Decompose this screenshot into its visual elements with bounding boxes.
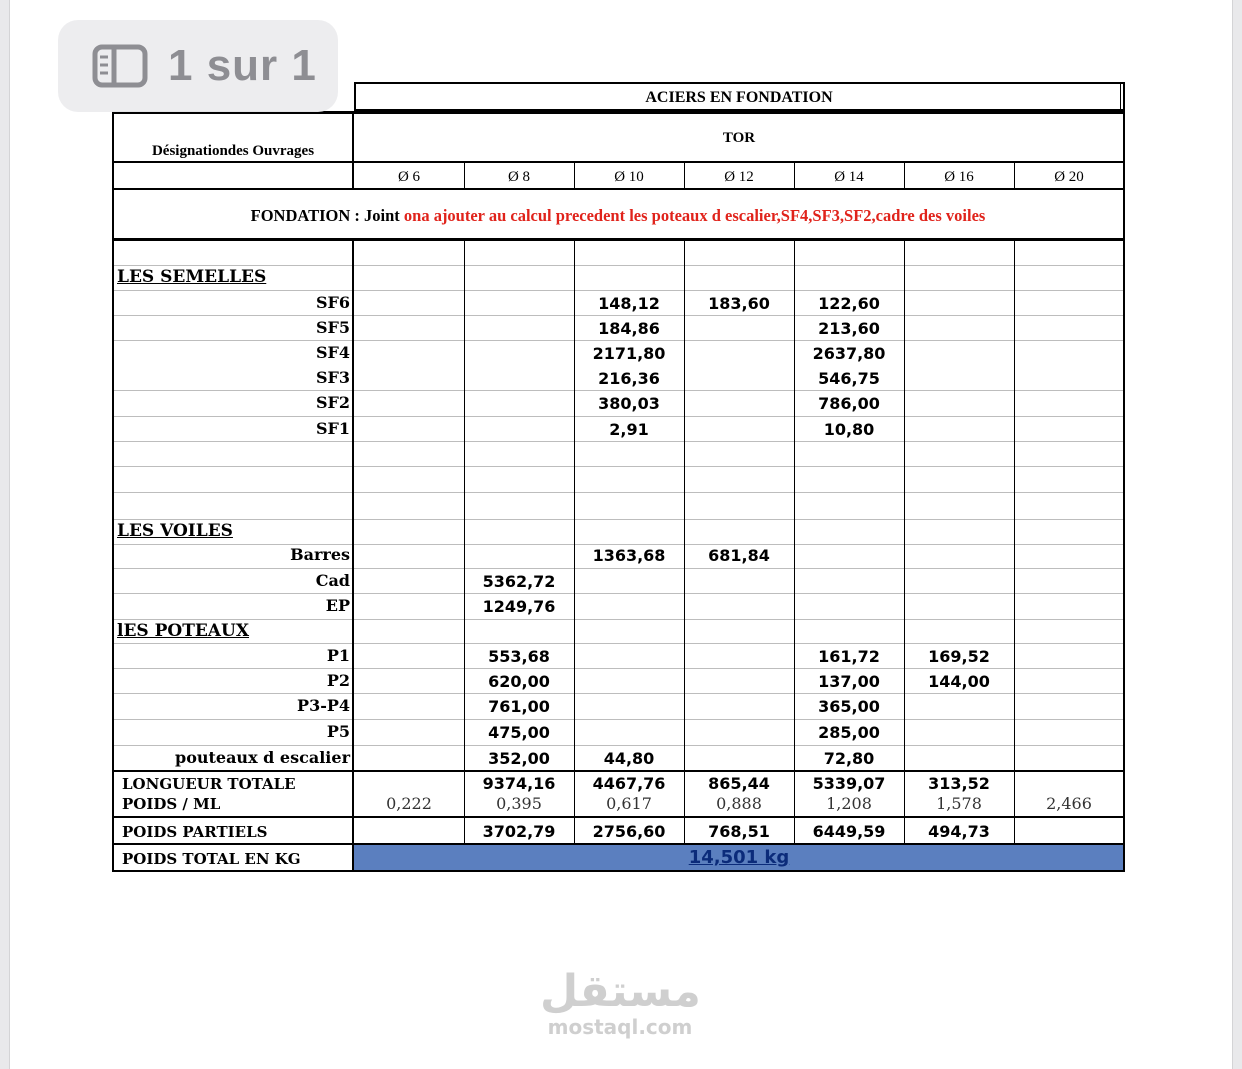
table-cell: 137,00 (818, 672, 880, 691)
foundation-note (112, 192, 1124, 240)
section-voiles: LES VOILES (117, 521, 233, 541)
table-cell: 5362,72 (482, 572, 556, 591)
table-cell: 183,60 (708, 294, 770, 313)
total-label-poids_ml: POIDS / ML (122, 795, 221, 813)
total-cell-poids_ml: 0,888 (716, 794, 762, 813)
total-label-poids-total: POIDS TOTAL EN KG (122, 850, 301, 868)
diameter-header: Ø 8 (507, 169, 531, 185)
column-divider (464, 240, 465, 845)
total-cell-longueur: 4467,76 (592, 774, 666, 793)
total-label-longueur: LONGUEUR TOTALE (122, 775, 296, 793)
table-cell: 285,00 (818, 723, 880, 742)
grid-line (112, 619, 1124, 620)
diameter-header: Ø 6 (397, 169, 421, 185)
label-column-divider (352, 240, 354, 872)
total-cell-longueur: 9374,16 (482, 774, 556, 793)
grid-line (112, 265, 1124, 266)
row-label: SF4 (315, 343, 350, 362)
total-cell-longueur: 865,44 (708, 774, 770, 793)
table-cell: 161,72 (818, 647, 880, 666)
total-cell-poids_partiels: 768,51 (708, 822, 770, 841)
watermark-latin: mostaql.com (547, 1015, 693, 1039)
table-border (112, 870, 1124, 872)
row-label: Cad (315, 571, 350, 590)
table-cell: 184,86 (598, 319, 660, 338)
watermark-arabic: مستقل (540, 966, 701, 1017)
row-label: SF2 (315, 393, 350, 412)
table-cell: 2,91 (609, 420, 649, 439)
title-border-left (354, 82, 356, 111)
total-cell-poids_ml: 0,222 (386, 794, 432, 813)
grid-line (112, 492, 1124, 493)
row-label: P1 (326, 646, 350, 665)
grid-line (112, 466, 1124, 467)
table-border (112, 816, 1124, 818)
title-border-inner (1120, 84, 1121, 109)
diameter-header: Ø 12 (724, 169, 754, 185)
table-cell: 786,00 (818, 394, 880, 413)
row-label: SF3 (315, 368, 350, 387)
table-cell: 122,60 (818, 294, 880, 313)
mostaql-watermark (540, 968, 700, 1038)
table-cell: 475,00 (488, 723, 550, 742)
column-divider (794, 240, 795, 845)
table-cell: 761,00 (488, 697, 550, 716)
total-cell-poids_ml: 1,578 (936, 794, 982, 813)
row-label: SF6 (315, 293, 350, 312)
total-cell-poids_ml: 2,466 (1046, 794, 1092, 813)
table-cell: 365,00 (818, 697, 880, 716)
row-label: SF5 (315, 318, 350, 337)
column-divider (1014, 161, 1015, 190)
total-cell-poids_ml: 1,208 (826, 794, 872, 813)
table-cell: 216,36 (598, 369, 660, 388)
table-cell: 620,00 (488, 672, 550, 691)
total-cell-longueur: 5339,07 (812, 774, 886, 793)
column-divider (904, 240, 905, 845)
foundation-note-prefix: FONDATION : Joint (250, 206, 404, 225)
total-cell-poids_ml: 0,617 (606, 794, 652, 813)
table-cell: 169,52 (928, 647, 990, 666)
steel-type-header: TOR (722, 130, 756, 146)
table-cell: 681,84 (708, 546, 770, 565)
total-cell-poids_ml: 0,395 (496, 794, 542, 813)
table-cell: 1363,68 (592, 546, 666, 565)
sidebar-icon[interactable] (92, 44, 148, 88)
page-indicator[interactable] (58, 20, 338, 112)
table-border (112, 770, 1124, 772)
column-divider (794, 161, 795, 190)
row-label: Barres (290, 545, 350, 564)
row-label: pouteaux d escalier (175, 748, 350, 767)
total-cell-longueur: 313,52 (928, 774, 990, 793)
section-semelles: LES SEMELLES (117, 267, 267, 287)
table-cell: 10,80 (823, 420, 875, 439)
row-label: SF1 (315, 419, 350, 438)
poids-total-value: 14,501 kg (688, 847, 790, 868)
designation-divider (352, 111, 354, 190)
table-cell: 2637,80 (812, 344, 886, 363)
table-cell: 546,75 (818, 369, 880, 388)
diameter-header: Ø 10 (614, 169, 644, 185)
column-divider (464, 161, 465, 190)
row-label: P2 (326, 671, 350, 690)
table-border-left (112, 111, 114, 872)
column-divider (684, 240, 685, 845)
table-border (112, 238, 1124, 241)
column-divider (684, 161, 685, 190)
table-cell: 144,00 (928, 672, 990, 691)
right-page-edge (1232, 0, 1242, 1069)
table-cell: 553,68 (488, 647, 550, 666)
column-divider (904, 161, 905, 190)
grid-line (112, 519, 1124, 520)
table-cell: 2171,80 (592, 344, 666, 363)
designation-header: Désignationdes Ouvrages (151, 143, 315, 159)
table-cell: 1249,76 (482, 597, 556, 616)
table-cell: 380,03 (598, 394, 660, 413)
table-border-right (1123, 82, 1125, 872)
section-poteaux: lES POTEAUX (117, 621, 250, 641)
table-cell: 213,60 (818, 319, 880, 338)
page-indicator-label: 1 sur 1 (168, 41, 317, 90)
row-label: P5 (326, 722, 350, 741)
table-cell: 72,80 (823, 749, 875, 768)
table-cell: 44,80 (603, 749, 655, 768)
table-border (112, 161, 1124, 163)
total-cell-poids_partiels: 494,73 (928, 822, 990, 841)
row-label: P3-P4 (297, 696, 350, 715)
column-divider (1014, 240, 1015, 845)
table-title: ACIERS EN FONDATION (645, 89, 833, 106)
table-cell: 148,12 (598, 294, 660, 313)
total-cell-poids_partiels: 3702,79 (482, 822, 556, 841)
table-border (354, 82, 1124, 84)
column-divider (574, 161, 575, 190)
row-label: EP (325, 596, 350, 615)
foundation-note-highlight: ona ajouter au calcul precedent les poteaux d escalier,SF4,SF3,SF2,cadre des voiles (403, 206, 986, 225)
diameter-header: Ø 20 (1054, 169, 1084, 185)
total-label-poids_partiels: POIDS PARTIELS (122, 823, 268, 841)
column-divider (574, 240, 575, 845)
total-cell-poids_partiels: 2756,60 (592, 822, 666, 841)
table-border (112, 843, 1124, 845)
left-page-edge (0, 0, 10, 1069)
total-cell-poids_partiels: 6449,59 (812, 822, 886, 841)
diameter-header: Ø 16 (944, 169, 974, 185)
table-cell: 352,00 (488, 749, 550, 768)
diameter-header: Ø 14 (834, 169, 864, 185)
table-border (112, 188, 1124, 190)
